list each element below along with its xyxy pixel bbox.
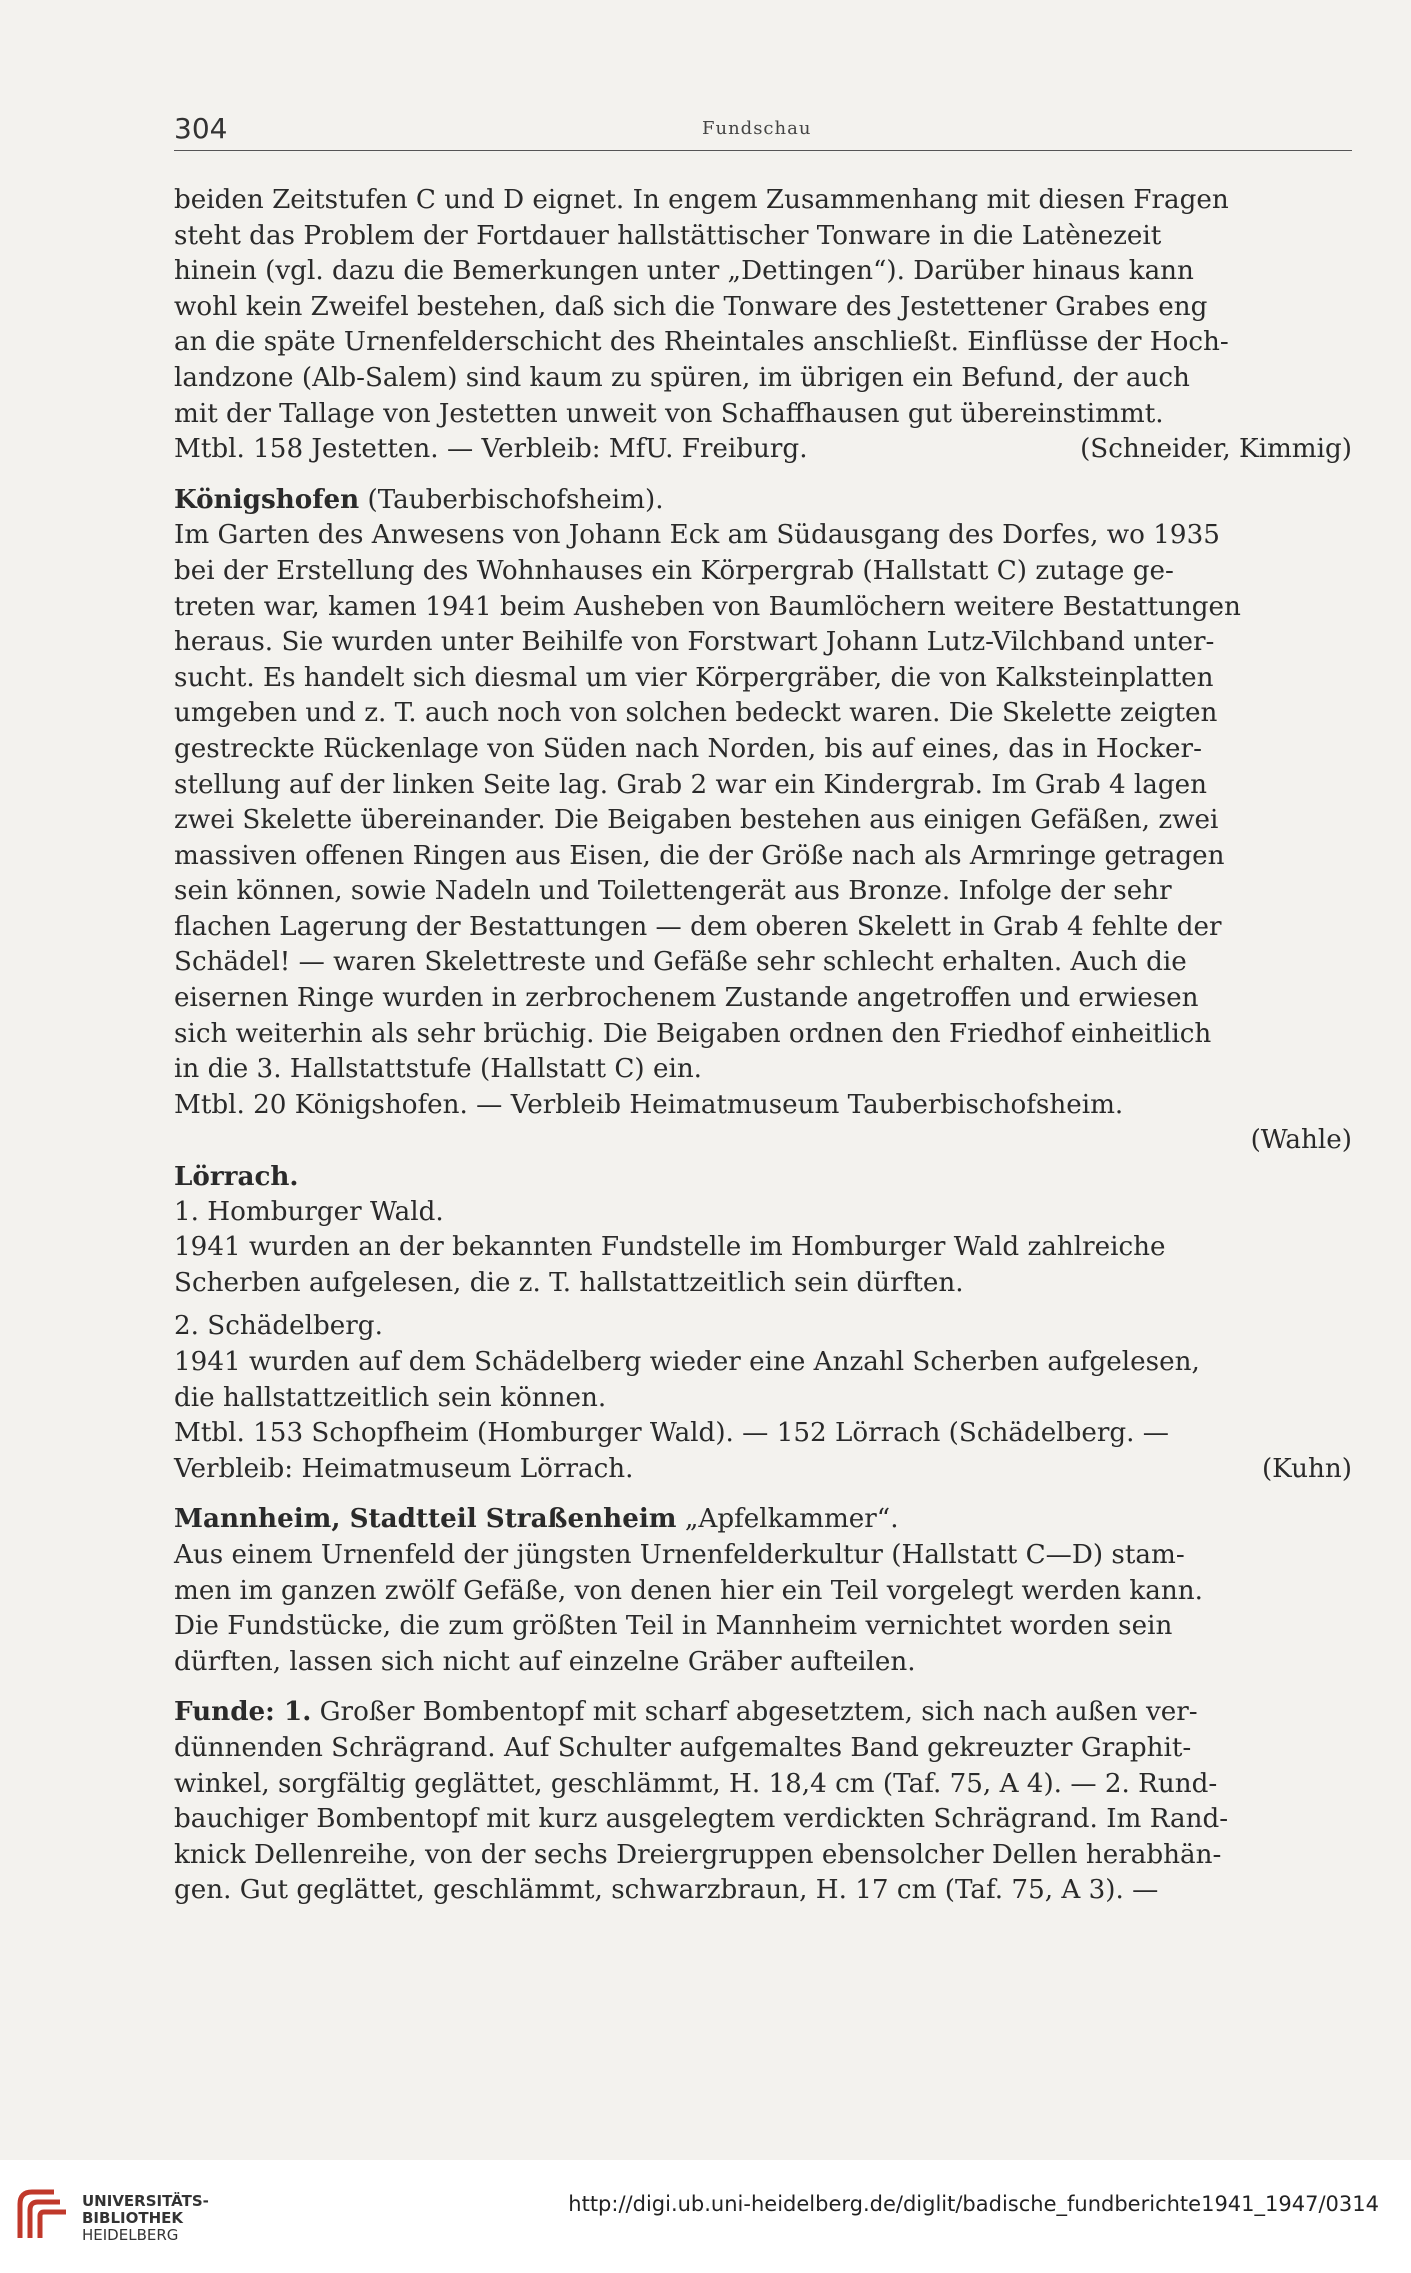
text-line (174, 1694, 1352, 1731)
text-line: bauchiger Bombentopf mit kurz ausgelegtem verdickten Schrägrand. Im Rand- (174, 1804, 1229, 1835)
text-line: sich weiterhin als sehr brüchig. Die Beigaben ordnen den Friedhof einheitlich (174, 1018, 1212, 1049)
text-line: knick Dellenreihe, von der sechs Dreiergruppen ebensolcher Dellen herabhän- (174, 1839, 1222, 1870)
text-line: sein können, sowie Nadeln und Toilettengerät aus Bronze. Infolge der sehr (174, 876, 1172, 907)
text-line: bei der Erstellung des Wohnhauses ein Körpergrab (Hallstatt C) zutage ge- (174, 555, 1174, 586)
text-line: Schädel! — waren Skelettreste und Gefäße sehr schlecht erhalten. Auch die (174, 947, 1187, 978)
section-funde (174, 1694, 1352, 1909)
text-line: treten war, kamen 1941 beim Ausheben von Baumlöchern weitere Bestattungen (174, 591, 1241, 622)
author-credit: (Kuhn) (1261, 1453, 1352, 1484)
text-line: umgeben und z. T. auch noch von solchen bedeckt waren. Die Skelette zeigten (174, 698, 1218, 729)
text-line: Aus einem Urnenfeld der jüngsten Urnenfelderkultur (Hallstatt C—D) stam- (174, 1539, 1185, 1570)
reference-line (174, 1452, 1352, 1488)
text-line: sucht. Es handelt sich diesmal um vier Körpergräber, die von Kalksteinplatten (174, 662, 1214, 693)
text-line: winkel, sorgfältig geglättet, geschlämmt, H. 18,4 cm (Taf. 75, A 4). — 2. Rund- (174, 1768, 1218, 1799)
running-header (174, 112, 1354, 152)
reference-line (174, 432, 1352, 468)
author-credit: (Wahle) (1250, 1125, 1352, 1156)
reference-text: Verbleib: Heimatmuseum Lörrach. (174, 1453, 634, 1484)
text-line: beiden Zeitstufen C und D eignet. In engem Zusammenhang mit diesen Fragen (174, 185, 1229, 215)
subsection-heading: 1. Homburger Wald. (174, 1196, 444, 1227)
text-line: dünnenden Schrägrand. Auf Schulter aufgemaltes Band gekreuzter Graphit- (174, 1732, 1192, 1763)
text-line: wohl kein Zweifel bestehen, daß sich die Tonware des Jestettener Grabes eng (174, 291, 1208, 322)
text-line: hinein (vgl. dazu die Bemerkungen unter „Dettingen“). Darüber hinaus kann (174, 256, 1194, 287)
library-name (82, 2193, 209, 2244)
text-line: flachen Lagerung der Bestattungen — dem oberen Skelett in Grab 4 fehlte der (174, 911, 1222, 942)
text-line: men im ganzen zwölf Gefäße, von denen hier ein Teil vorgelegt werden kann. (174, 1575, 1203, 1606)
text-line: in die 3. Hallstattstufe (Hallstatt C) ein. (174, 1054, 703, 1085)
text-line: gestreckte Rückenlage von Süden nach Norden, bis auf eines, das in Hocker- (174, 733, 1202, 764)
text-line: Im Garten des Anwesens von Johann Eck am Südausgang des Dorfes, wo 1935 (174, 520, 1220, 551)
text-line: landzone (Alb-Salem) sind kaum zu spüren, im übrigen ein Befund, der auch (174, 362, 1190, 393)
text-line: zwei Skelette übereinander. Die Beigaben bestehen aus einigen Gefäßen, zwei (174, 805, 1219, 836)
heading-place: Mannheim, Stadtteil Straßenheim (174, 1503, 677, 1535)
running-title: Fundschau (702, 118, 812, 139)
text-line: an die späte Urnenfelderschicht des Rheintales anschließt. Einflüsse der Hoch- (174, 327, 1229, 358)
text-line: heraus. Sie wurden unter Beihilfe von Forstwart Johann Lutz-Vilchband unter- (174, 627, 1215, 658)
text-fragment: Großer Bombentopf mit scharf abgesetztem, sich nach außen ver- (311, 1697, 1198, 1728)
header-rule (174, 150, 1352, 151)
reference-line: Mtbl. 153 Schopfheim (Homburger Wald). — 152 Lörrach (Schädelberg. — (174, 1418, 1169, 1449)
text-line: mit der Tallage von Jestetten unweit von Schaffhausen gut übereinstimmt. (174, 398, 1164, 429)
text-line: 1941 wurden auf dem Schädelberg wieder eine Anzahl Scherben aufgelesen, (174, 1347, 1200, 1377)
text-line: eisernen Ringe wurden in zerbrochenem Zustande angetroffen und erwiesen (174, 983, 1199, 1014)
section-loerrach (174, 1159, 1352, 1487)
author-credit: (Schneider, Kimmig) (1080, 434, 1352, 465)
text-line: steht das Problem der Fortdauer hallstättischer Tonware in die Latènezeit (174, 220, 1162, 251)
subsection-heading: 2. Schädelberg. (174, 1311, 383, 1342)
section-heading: Lörrach. (174, 1161, 299, 1193)
library-line: HEIDELBERG (82, 2226, 179, 2244)
source-url-link[interactable]: http://digi.ub.uni-heidelberg.de/diglit/badische_fundberichte1941_1947/0314 (568, 2192, 1379, 2216)
funde-label: Funde: 1. (174, 1696, 312, 1728)
library-line: BIBLIOTHEK (82, 2209, 183, 2227)
text-line: gen. Gut geglättet, geschlämmt, schwarzbraun, H. 17 cm (Taf. 75, A 3). — (174, 1875, 1159, 1906)
text-line: 1941 wurden an der bekannten Fundstelle im Homburger Wald zahlreiche (174, 1232, 1166, 1263)
section-koenigshofen (174, 482, 1352, 1159)
digitization-footer (0, 2160, 1411, 2273)
section-mannheim (174, 1501, 1352, 1680)
reference-line: Mtbl. 20 Königshofen. — Verbleib Heimatmuseum Tauberbischofsheim. (174, 1089, 1124, 1120)
heading-rest: „Apfelkammer“. (676, 1504, 899, 1535)
library-line: UNIVERSITÄTS- (82, 2192, 209, 2210)
reference-text: Mtbl. 158 Jestetten. — Verbleib: MfU. Freiburg. (174, 434, 808, 465)
text-line: dürften, lassen sich nicht auf einzelne Gräber aufteilen. (174, 1646, 916, 1677)
text-line: Die Fundstücke, die zum größten Teil in Mannheim vernichtet worden sein (174, 1611, 1173, 1642)
text-line: Scherben aufgelesen, die z. T. hallstattzeitlich sein dürften. (174, 1267, 964, 1298)
paragraph-jestetten (174, 183, 1352, 468)
text-line: massiven offenen Ringen aus Eisen, die der Größe nach als Armringe getragen (174, 840, 1225, 871)
section-heading (174, 482, 1352, 519)
section-heading (174, 1501, 1352, 1538)
heading-place: Königshofen (174, 483, 360, 515)
body-text (174, 183, 1352, 1909)
university-library-logo (14, 2186, 72, 2244)
page-number: 304 (174, 112, 228, 145)
text-line: stellung auf der linken Seite lag. Grab 2 war ein Kindergrab. Im Grab 4 lagen (174, 769, 1208, 800)
text-line: die hallstattzeitlich sein können. (174, 1382, 607, 1413)
heading-rest: (Tauberbischofsheim). (359, 484, 664, 515)
